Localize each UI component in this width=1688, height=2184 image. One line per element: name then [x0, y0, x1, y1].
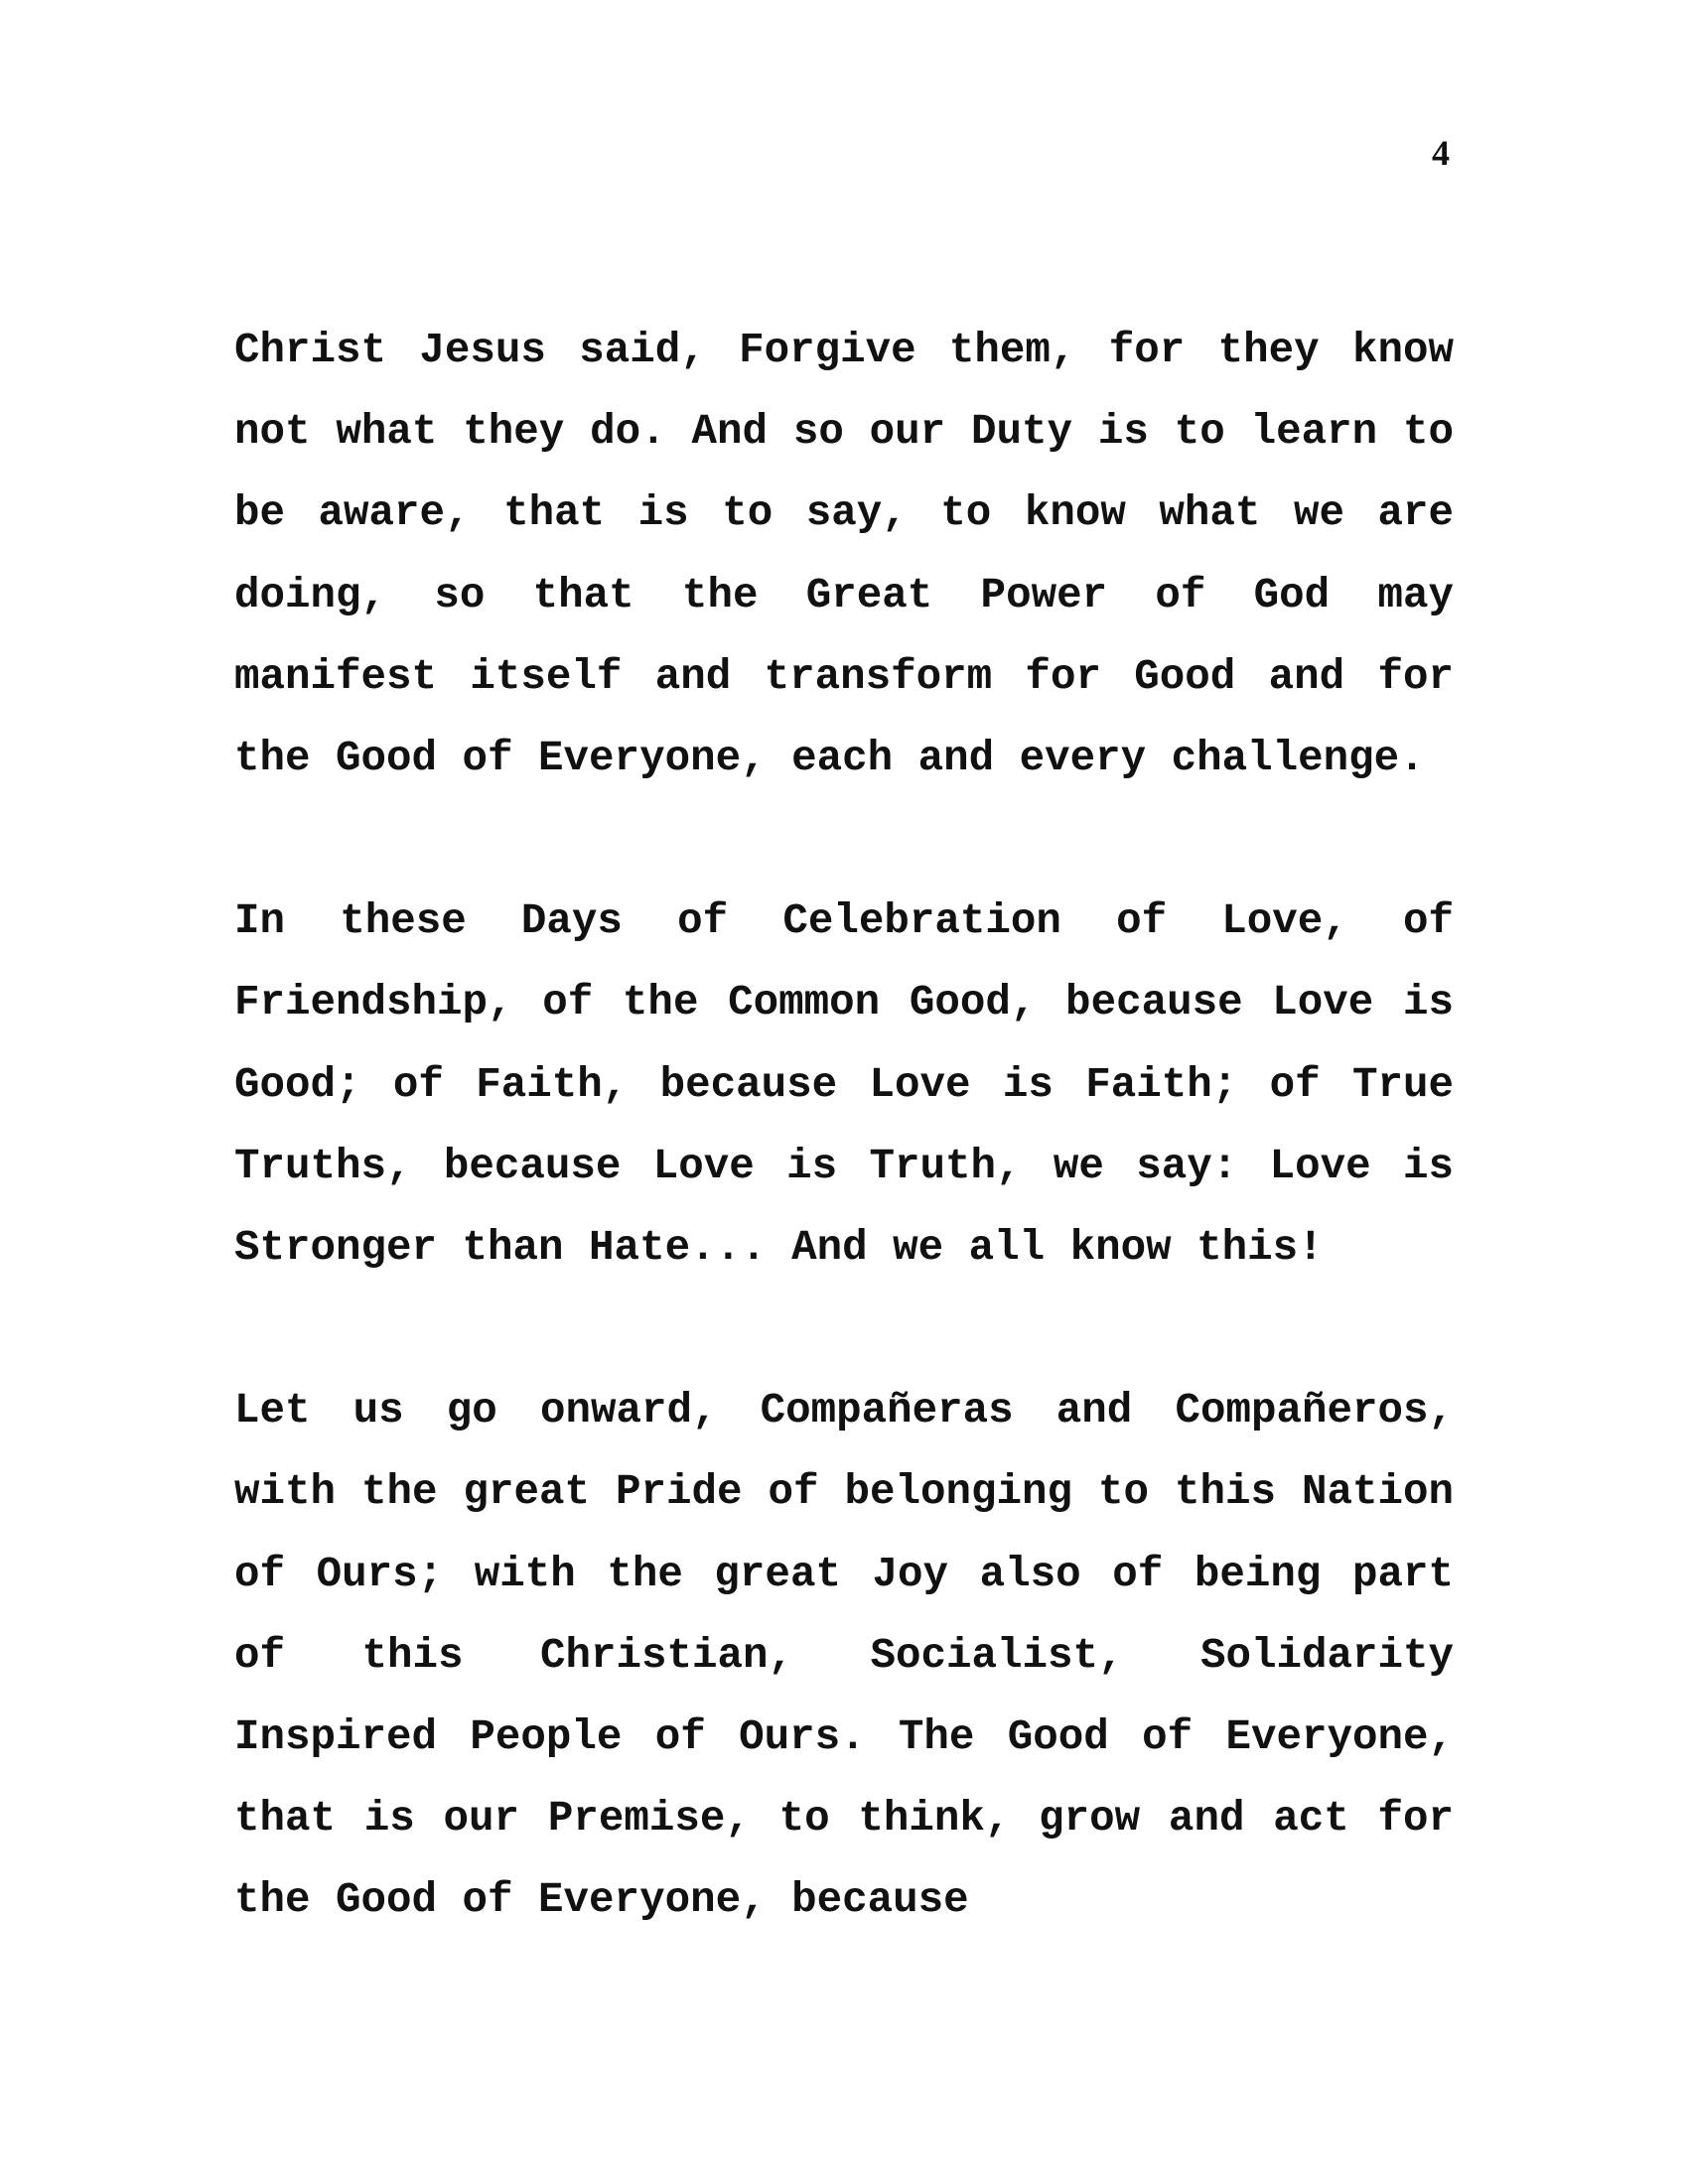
paragraph-forgiveness: Christ Jesus said, Forgive them, for they know not what they do. And so our Duty is to learn to be aware, that is to say, to know what we are doing, so that the Great Power of God may manifest itself and transform for Good and for the Good of Everyone, each and every challenge. — [234, 327, 1454, 783]
page-number: 4 — [1432, 133, 1450, 173]
paragraph-let-us-go-onward: Let us go onward, Compañeras and Compañeros, with the great Pride of belonging to this Nation of Ours; with the great Joy also of being part of this Christian, Socialist, Solidarity Inspired People of Ours. The Good of Everyone, that is our Premise, to think, grow and act for the Good of Everyone, because — [234, 1387, 1454, 1925]
body-text — [234, 310, 1454, 1942]
paragraph-celebration-of-love: In these Days of Celebration of Love, of Friendship, of the Common Good, because Love is Good; of Faith, because Love is Faith; of True Truths, because Love is Truth, we say: Love is Stronger than Hate... And we all know this! — [234, 897, 1454, 1273]
